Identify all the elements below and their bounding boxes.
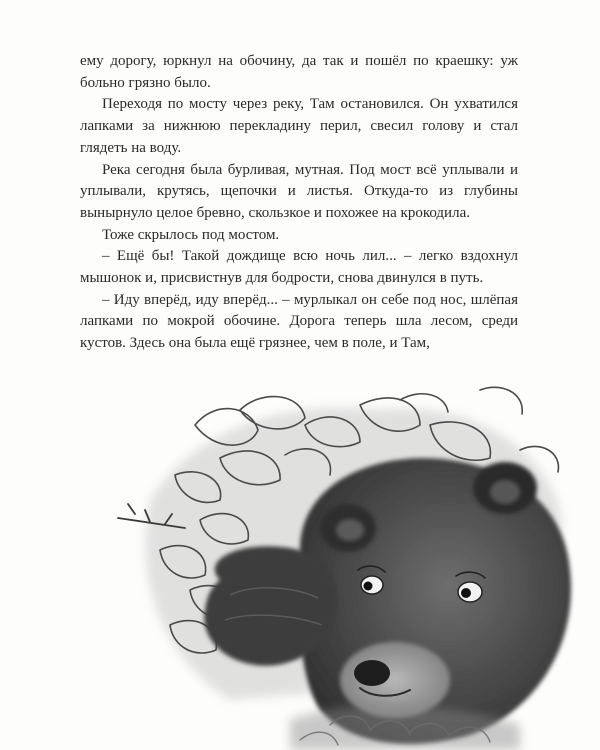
bear-head — [298, 458, 571, 744]
story-text — [80, 51, 518, 355]
paragraph-1: ему дорогу, юркнул на обочину, да так и пошёл по краешку: уж больно грязно было. — [80, 53, 518, 91]
paragraph-5: – Ещё бы! Такой дождище всю ночь лил... – легко вздохнул мышонок и, присвистнув для бодрости, снова двинулся в путь. — [80, 248, 518, 287]
paragraph-4: Тоже скрылось под мостом. — [102, 226, 280, 243]
paragraph-3: Река сегодня была бурливая, мутная. Под мост всё уплывали и уплывали, крутясь, щепочки и листья. Откуда-то из глубины вынырнуло целое бревно, скользкое и похожее на крокодила. — [80, 161, 518, 221]
bear-illustration — [0, 380, 600, 750]
paragraph-2: Переходя по мосту через реку, Там остановился. Он ухватился лапками за нижнюю перекладину перил, свесил голову и стал глядеть на воду. — [80, 96, 518, 156]
paragraph-6: – Иду вперёд, иду вперёд... – мурлыкал он себе под нос, шлёпая лапками по мокрой обочине. Дорога теперь шла лесом, среди кустов. Здесь она была ещё грязнее, чем в поле, и Там, — [80, 291, 518, 352]
